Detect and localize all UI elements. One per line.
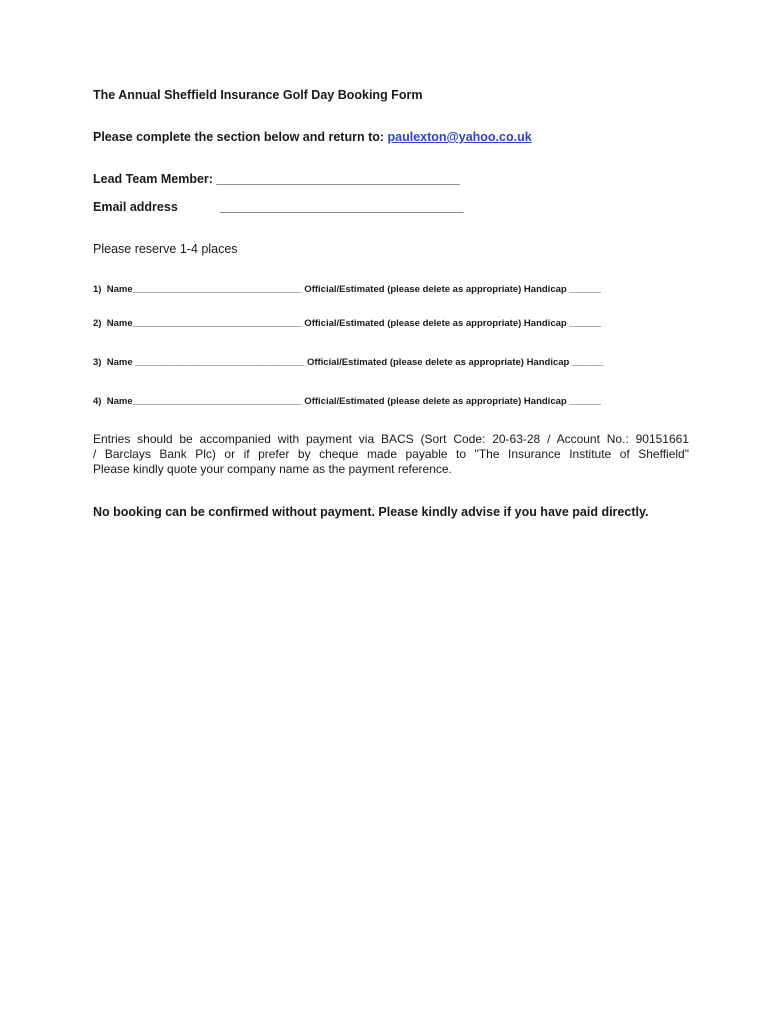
entry-row-4[interactable]: 4) Name________________________________ Official/Estimated (please delete as appropriate) Handicap ______: [93, 396, 602, 407]
payment-instructions: [93, 432, 689, 477]
return-instruction-text: Please complete the section below and return to:: [93, 130, 388, 144]
no-booking-notice: No booking can be confirmed without payment. Please kindly advise if you have paid directly.: [93, 505, 649, 519]
reserve-instruction: Please reserve 1-4 places: [93, 242, 238, 256]
email-address-label: Email address: [93, 200, 178, 214]
return-email-link[interactable]: paulexton@yahoo.co.uk: [387, 130, 532, 144]
entry-row-2[interactable]: 2) Name________________________________ Official/Estimated (please delete as appropriate) Handicap ______: [93, 318, 602, 329]
lead-team-member-field[interactable]: Lead Team Member: ___________________________________: [93, 172, 460, 186]
payment-line-1: Entries should be accompanied with payment via BACS (Sort Code: 20-63-28 / Account No.: 90151661: [93, 432, 689, 446]
payment-line-3: Please kindly quote your company name as the payment reference.: [93, 462, 452, 476]
entry-row-3[interactable]: 3) Name ________________________________ Official/Estimated (please delete as appropriate) Handicap ______: [93, 357, 604, 368]
form-title: The Annual Sheffield Insurance Golf Day Booking Form: [93, 88, 423, 102]
email-address-field[interactable]: ___________________________________: [220, 200, 464, 214]
entry-row-1[interactable]: 1) Name________________________________ Official/Estimated (please delete as appropriate) Handicap ______: [93, 284, 602, 295]
payment-line-2: / Barclays Bank Plc) or if prefer by cheque made payable to "The Insurance Institute of Sheffield": [93, 447, 689, 461]
return-instruction: [93, 130, 532, 144]
